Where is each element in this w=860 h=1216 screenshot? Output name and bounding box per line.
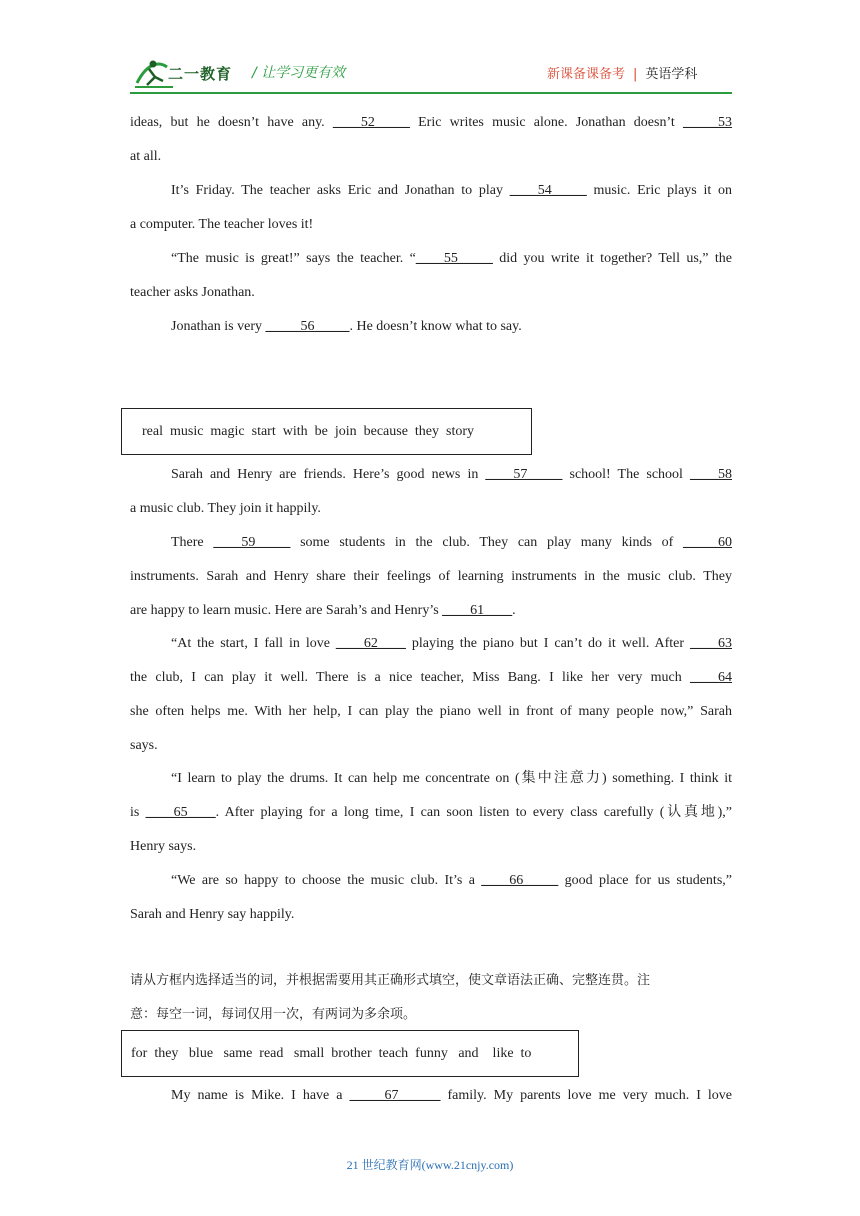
paragraph-line: Sarah and Henry say happily. (130, 907, 295, 922)
paragraph-line: a music club. They join it happily. (130, 501, 321, 516)
word-box-words: for they blue same read small brother teach funny and like to (131, 1045, 532, 1061)
blank-65: ____65____ (145, 805, 216, 820)
paragraph-line: a computer. The teacher loves it! (130, 217, 314, 232)
paragraph-line: It’s Friday. The teacher asks Eric and Jonathan to play ____54_____ music. Eric plays it on (171, 183, 732, 198)
paragraph-line: There ____59_____ some students in the club. They can play many kinds of _____60 (171, 535, 732, 550)
blank-56: _____56_____ (265, 319, 350, 334)
paragraph-line: ideas, but he doesn’t have any. ____52_____ Eric writes music alone. Jonathan doesn’t _____53 (130, 115, 732, 130)
blank-63: ____63 (690, 636, 732, 651)
logo-text: 二一教育 (168, 65, 233, 83)
instructions-line: 意：每空一词，每词仅用一次，有两词为多余项。 (130, 1007, 417, 1022)
blank-54: ____54_____ (509, 183, 587, 198)
blank-64: ____64 (690, 670, 732, 685)
word-box (121, 408, 532, 455)
paragraph-line: My name is Mike. I have a _____67______ family. My parents love me very much. I love (171, 1088, 732, 1103)
page-header (0, 0, 860, 100)
paragraph-line: Henry says. (130, 839, 197, 854)
blank-55: ____55_____ (415, 251, 493, 266)
blank-61: ____61____ (442, 603, 513, 618)
blank-67: _____67______ (349, 1088, 441, 1103)
blank-60: _____60 (683, 535, 732, 550)
paragraph-line: Sarah and Henry are friends. Here’s good news in ____57_____ school! The school ____58 (171, 467, 732, 482)
course-label: 新课备课备考 (547, 67, 626, 82)
blank-66: ____66_____ (481, 873, 559, 888)
blank-58: ____58 (690, 467, 732, 482)
subject-label: 英语学科 (645, 67, 698, 82)
paragraph-line: “The music is great!” says the teacher. “____55_____ did you write it together? Tell us,” the (171, 251, 732, 266)
header-separator: | (633, 67, 638, 82)
paragraph-line: Jonathan is very _____56_____. He doesn’t know what to say. (171, 319, 522, 334)
page-footer: 21 世纪教育网(www.21cnjy.com) (346, 1158, 514, 1172)
word-box (121, 1030, 579, 1077)
blank-52: ____52_____ (332, 115, 410, 130)
paragraph-line: she often helps me. With her help, I can play the piano well in front of many people now,” Sarah (130, 704, 732, 719)
slogan: / 让学习更有效 (252, 65, 346, 81)
header-divider (130, 92, 732, 94)
paragraph-line: teacher asks Jonathan. (130, 285, 255, 300)
blank-62: ____62____ (335, 636, 406, 651)
paragraph-line: are happy to learn music. Here are Sarah’s and Henry’s ____61____. (130, 603, 516, 618)
word-box-words: real music magic start with be join because they story (142, 423, 475, 439)
instructions-line: 请从方框内选择适当的词，并根据需要用其正确形式填空，使文章语法正确、完整连贯。注 (130, 973, 651, 988)
paragraph-line: instruments. Sarah and Henry share their feelings of learning instruments in the music club. They (130, 569, 732, 584)
header-course-info (547, 63, 697, 82)
paragraph-line: at all. (130, 149, 162, 164)
blank-53: _____53 (683, 115, 732, 130)
blank-59: ____59_____ (213, 535, 291, 550)
paragraph-line: is ____65____. After playing for a long time, I can soon listen to every class carefully (认真地),” (130, 805, 732, 820)
paragraph-line: says. (130, 738, 158, 753)
paragraph-line: “At the start, I fall in love ____62____ playing the piano but I can’t do it well. After ____63 (171, 636, 732, 651)
paragraph-line: the club, I can play it well. There is a nice teacher, Miss Bang. I like her very much ____64 (130, 670, 732, 685)
blank-57: ____57_____ (485, 467, 563, 482)
paragraph-line: “We are so happy to choose the music club. It’s a ____66_____ good place for us students,” (171, 873, 732, 888)
paragraph-line: “I learn to play the drums. It can help me concentrate on (集中注意力) something. I think it (171, 771, 732, 786)
